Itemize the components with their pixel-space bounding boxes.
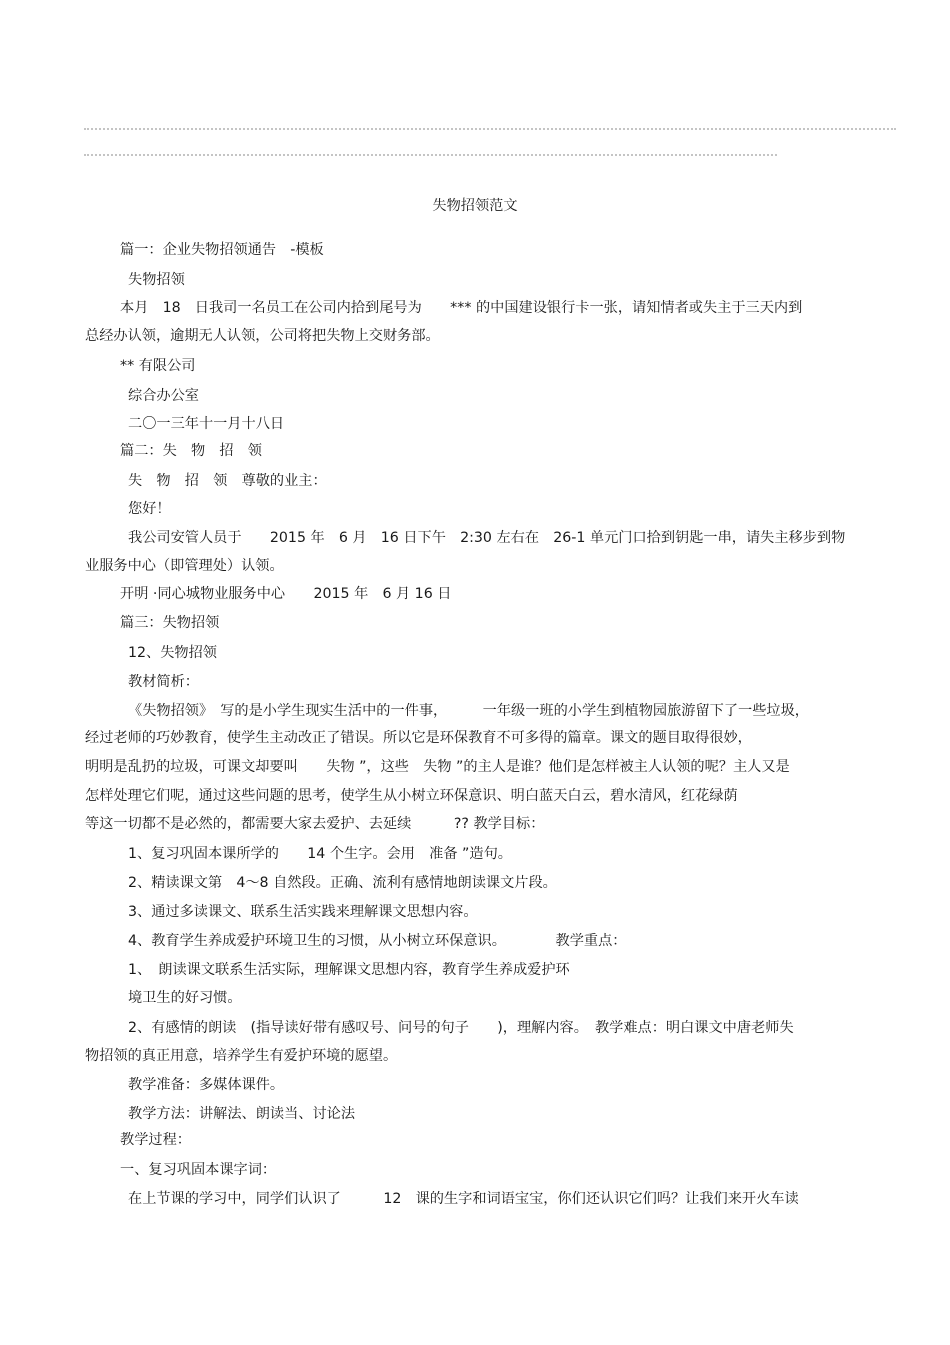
text-line: 12、失物招领 bbox=[128, 645, 217, 661]
text-line: 3、通过多读课文、联系生活实践来理解课文思想内容。 bbox=[128, 904, 478, 920]
text-line: 二〇一三年十一月十八日 bbox=[128, 416, 285, 432]
text-line: 失 物 招 领 尊敬的业主： bbox=[128, 473, 327, 489]
text-line: 境卫生的好习惯。 bbox=[128, 990, 242, 1006]
text-line: 4、教育学生养成爱护环境卫生的习惯，从小树立环保意识。 教学重点： bbox=[128, 933, 627, 949]
text-line: 明明是乱扔的垃圾，可课文却要叫 失物 ”，这些 失物 ”的主人是谁？他们是怎样被主人认领的呢？主人又是 bbox=[85, 759, 790, 775]
text-line: 怎样处理它们呢，通过这些问题的思考，使学生从小树立环保意识、明白蓝天白云，碧水清风，红花绿荫 bbox=[85, 788, 738, 804]
text-line: 2、有感情的朗读 (指导读好带有感叹号、问号的句子 )，理解内容。 教学难点：明白课文中唐老师失 bbox=[128, 1020, 794, 1036]
text-line: 等这一切都不是必然的，都需要大家去爱护、去延续 ?? 教学目标： bbox=[85, 816, 545, 832]
text-line: 《失物招领》 写的是小学生现实生活中的一件事， 一年级一班的小学生到植物园旅游留下了一些垃圾， bbox=[128, 703, 809, 719]
text-line: 教学方法：讲解法、朗读当、讨论法 bbox=[128, 1106, 356, 1122]
dotted-header-line-1 bbox=[84, 128, 896, 130]
text-line: 一、复习巩固本课字词： bbox=[120, 1162, 277, 1178]
text-line: 1、复习巩固本课所学的 14 个生字。会用 准备 ”造句。 bbox=[128, 846, 512, 862]
text-line: 我公司安管人员于 2015 年 6 月 16 日下午 2:30 左右在 26-1 单元门口拾到钥匙一串，请失主移步到物 bbox=[128, 530, 846, 546]
text-line: 教材简析： bbox=[128, 674, 199, 690]
text-line: 本月 18 日我司一名员工在公司内拾到尾号为 *** 的中国建设银行卡一张，请知情者或失主于三天内到 bbox=[120, 300, 803, 316]
text-line: 篇三：失物招领 bbox=[120, 615, 220, 631]
text-line: 开明 ·同心城物业服务中心 2015 年 6 月 16 日 bbox=[120, 586, 452, 602]
document-title: 失物招领范文 bbox=[432, 198, 518, 214]
text-line: 总经办认领，逾期无人认领，公司将把失物上交财务部。 bbox=[85, 328, 440, 344]
text-line: 1、 朗读课文联系生活实际，理解课文思想内容，教育学生养成爱护环 bbox=[128, 962, 570, 978]
text-line: 在上节课的学习中，同学们认识了 12 课的生字和词语宝宝，你们还认识它们吗？让我们来开火车读 bbox=[128, 1191, 799, 1207]
text-line: 2、精读课文第 4～8 自然段。正确、流利有感情地朗读课文片段。 bbox=[128, 875, 557, 891]
text-line: 您好！ bbox=[128, 501, 171, 517]
text-line: 经过老师的巧妙教育，使学生主动改正了错误。所以它是环保教育不可多得的篇章。课文的题目取得很妙， bbox=[85, 730, 752, 746]
text-line: 物招领的真正用意，培养学生有爱护环境的愿望。 bbox=[85, 1048, 398, 1064]
text-line: 综合办公室 bbox=[128, 388, 199, 404]
text-line: 失物招领 bbox=[128, 272, 185, 288]
text-line: ** 有限公司 bbox=[120, 358, 196, 374]
text-line: 业服务中心（即管理处）认领。 bbox=[85, 558, 284, 574]
dotted-header-line-2 bbox=[84, 154, 777, 156]
text-line: 教学过程： bbox=[120, 1132, 191, 1148]
text-line: 教学准备：多媒体课件。 bbox=[128, 1077, 285, 1093]
text-line: 篇一：企业失物招领通告 -模板 bbox=[120, 242, 324, 258]
text-line: 篇二：失 物 招 领 bbox=[120, 443, 262, 459]
